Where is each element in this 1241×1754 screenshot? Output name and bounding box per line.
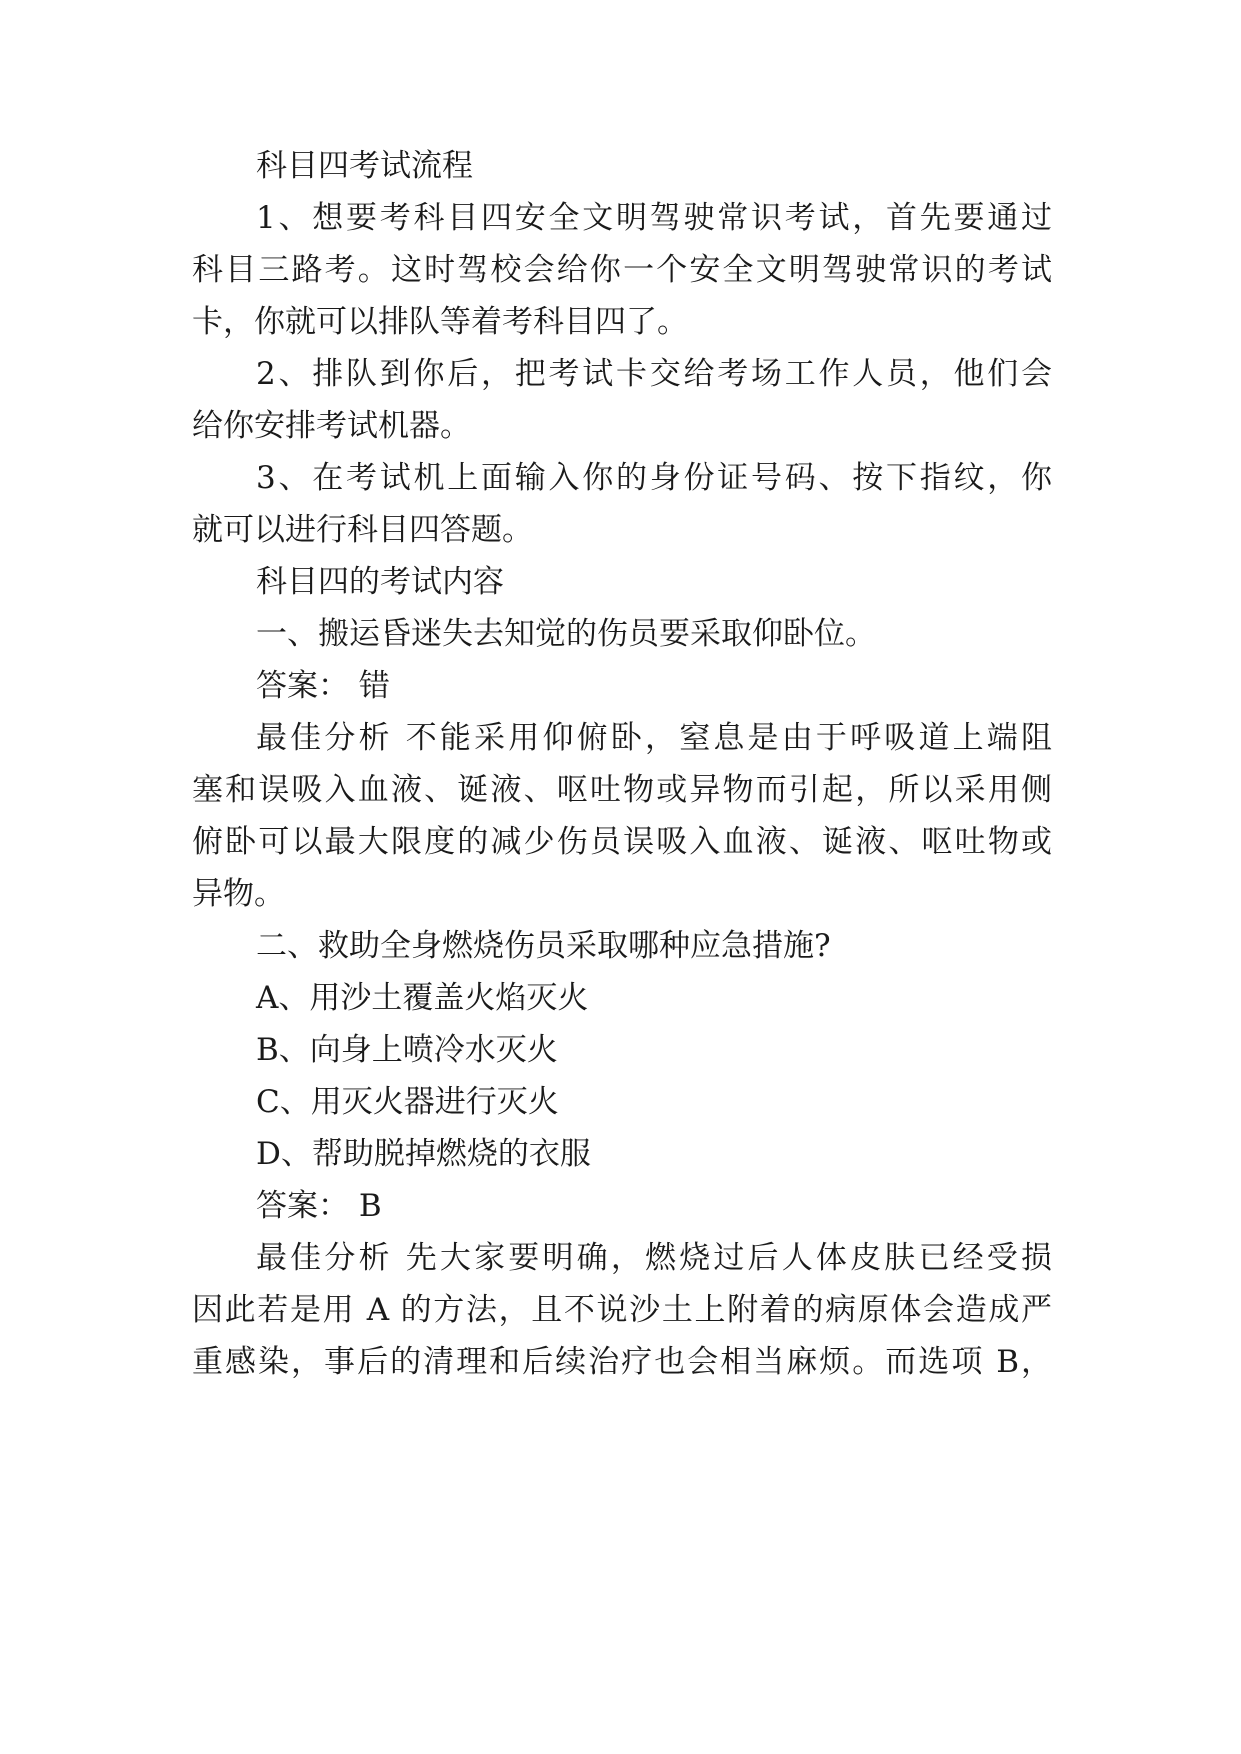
paragraph-line: 卡，你就可以排队等着考科目四了。 <box>192 304 688 340</box>
paragraph-line: 就可以进行科目四答题。 <box>192 512 533 548</box>
answer-one: 答案： 错 <box>256 668 390 704</box>
answer-two: 答案： B <box>256 1188 382 1224</box>
paragraph-line: 给你安排考试机器。 <box>192 408 471 444</box>
paragraph-line: 1、想要考科目四安全文明驾驶常识考试，首先要通过 <box>256 200 1052 236</box>
paragraph-line: 科目三路考。这时驾校会给你一个安全文明驾驶常识的考试 <box>192 252 1052 288</box>
analysis-line: 异物。 <box>192 876 285 912</box>
paragraph-line: 3、在考试机上面输入你的身份证号码、按下指纹，你 <box>256 460 1052 496</box>
heading-exam-content: 科目四的考试内容 <box>256 564 504 600</box>
paragraph-line: 2、排队到你后，把考试卡交给考场工作人员，他们会 <box>256 356 1052 392</box>
analysis-line: 塞和误吸入血液、诞液、呕吐物或异物而引起，所以采用侧 <box>192 772 1052 808</box>
analysis-line: 最佳分析 先大家要明确，燃烧过后人体皮肤已经受损 <box>256 1240 1052 1276</box>
option-d: D、帮助脱掉燃烧的衣服 <box>256 1136 591 1172</box>
option-c: C、用灭火器进行灭火 <box>256 1084 559 1120</box>
question-one: 一、搬运昏迷失去知觉的伤员要采取仰卧位。 <box>256 616 876 652</box>
analysis-line: 俯卧可以最大限度的减少伤员误吸入血液、诞液、呕吐物或 <box>192 824 1052 860</box>
heading-exam-process: 科目四考试流程 <box>256 148 473 184</box>
option-b: B、向身上喷冷水灭火 <box>256 1032 558 1068</box>
option-a: A、用沙土覆盖火焰灭火 <box>256 980 589 1016</box>
analysis-line: 因此若是用 A 的方法，且不说沙土上附着的病原体会造成严 <box>192 1292 1052 1328</box>
question-two: 二、救助全身燃烧伤员采取哪种应急措施? <box>256 928 831 964</box>
analysis-line: 最佳分析 不能采用仰俯卧，窒息是由于呼吸道上端阻 <box>256 720 1052 756</box>
analysis-line: 重感染，事后的清理和后续治疗也会相当麻烦。而选项 B， <box>192 1344 1052 1380</box>
